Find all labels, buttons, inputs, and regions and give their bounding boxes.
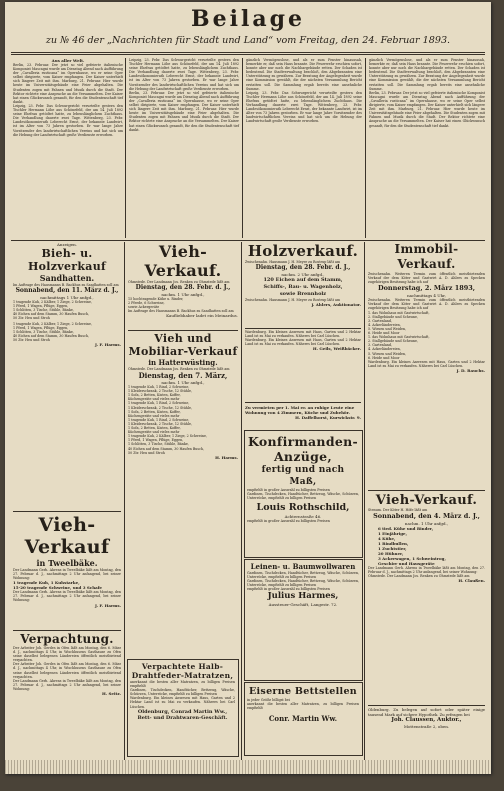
ad-items: 1. das Wohnhaus mit Gastwirtschaft, 2. Stallgebäude und Scheune, 3. Gartenland, 4. Ackerländereien, 5. Wiesen und Weiden, 6. Heide und Moor bbox=[368, 310, 430, 336]
ad-text: Zwischenahn. Weiteren Termin zum öffentlich meistbietenden Verkauf der dem Köter und Gastwirt A. D. Ahlers zu Specken zugehörigen Besitzung habe ich auf bbox=[368, 272, 485, 285]
ad-text: Ohmstede. Der Landmann Jos. Renken zu Ohmstede läßt am bbox=[128, 280, 230, 284]
ad-verpachtung bbox=[13, 632, 121, 697]
ad-time: nachm. 2 Uhr anfgd., bbox=[281, 272, 325, 278]
ad-date: Donnerstag, 2. März 1893, bbox=[377, 284, 476, 293]
ad-signature: H. Harms. bbox=[215, 454, 238, 460]
masthead-title: Beilage bbox=[191, 6, 305, 32]
ad-signature: H. Claußen. bbox=[458, 578, 485, 584]
ad-text: Stenum. Der Köter H. Höfe läßt am bbox=[368, 508, 428, 512]
ad-name: Joh. Claussen, Auktor., bbox=[391, 717, 462, 724]
masthead-rule bbox=[11, 52, 485, 53]
ad-title: Vieh-Verkauf. bbox=[144, 242, 222, 280]
newspaper-page bbox=[5, 2, 491, 774]
ad-location: in Tweelbäke. bbox=[36, 558, 98, 568]
ad-konfirmanden bbox=[247, 434, 359, 523]
column-divider bbox=[124, 242, 125, 760]
ad-signature: H. Daffelhorst, Kurwickstr. 9. bbox=[295, 415, 361, 420]
ad-subtitle: fertig und nach Maß, bbox=[261, 465, 345, 487]
ad-wardenburg bbox=[245, 330, 361, 352]
ad-rule bbox=[245, 328, 361, 329]
ad-text: in jeder Größe billigst bei bbox=[247, 698, 290, 702]
ad-signature: H. Seitz. bbox=[101, 691, 121, 697]
ad-vieh-ohmstede bbox=[128, 242, 238, 319]
news-heading: Aus aller Welt. bbox=[51, 58, 85, 63]
ad-title: Vieh-Verkauf bbox=[24, 514, 110, 558]
ad-items-cont: 1 tragende Kuh, 1 Rind, 2 Schweine, 1 Kleiderschrank, 2 Tische, 12 Stühle, 1 Sofa, 2 Betten, Kisten, Koffer, Küchengeräte und vieles mehr bbox=[128, 401, 192, 418]
ads-column-1 bbox=[13, 242, 121, 348]
ad-name: Julius Harmes, bbox=[267, 591, 339, 602]
ad-title: Konfirmanden-Anzüge, bbox=[247, 434, 358, 464]
ad-time: nachm. 1 Uhr anfgd., bbox=[161, 292, 205, 298]
news-text-cont: Leipzig, 23. Febr. Das Schwurgericht verurteilte gestern den Tischler Hermann Löbe aus Schönefeld, der am 14. Juli 1892 seine Ehefrau getödtet hatte, zu lebenslänglichem Zuchthaus. Die Verhandlung dauerte zwei Tage. Wittenberg, 23. Febr. Landesökonomierath Leberecht Ernst, der bekannte Landwirt, ist im Alter von 73 Jahren gestorben. Er war lange Jahre Vorsitzender des landwirtschaftlichen Vereins und hat sich um die Hebung der Landwirtschaft große Verdienste erworben. bbox=[13, 103, 123, 137]
ad-text-cont: Zwischenahn. Weiteren Termin zum öffentlich meistbietenden Verkauf der dem Köter und Gastwirt A. D. Ahlers zu Specken zugehörigen Besitzung habe ich auf bbox=[368, 298, 485, 311]
ad-signature: J. Ahlers, Auktionator. bbox=[311, 302, 361, 308]
ads-heading: Anzeigen. bbox=[57, 242, 77, 247]
ad-items-cont: 1. das Wohnhaus mit Gastwirtschaft, 2. Stallgebäude und Scheune, 3. Gartenland, 4. Ackerländereien, 5. Wiesen und Weiden, 6. Heide und Moor bbox=[368, 335, 430, 360]
ad-bettstellen bbox=[247, 686, 359, 724]
ad-items: 6 tied. Kühe und Rinder, 1 Einjährige, 4 Kühe, 1 Rindbullen, 1 Zuchtstier, 20 Hühner, 3 Ackerwagen, 1 Schweintrog, Geschirr und Hausgeräte bbox=[378, 526, 446, 567]
ad-zu-vermieten bbox=[245, 405, 361, 421]
ad-items-cont: 1 tragende Kuh, 2 Kälber, 1 Ziege, 2 Schweine, 1 Pferd, 1 Wagen, Pflüge, Eggen, 1 Schlitten, 3 Tische, Stühle, Bänke, 40 Eichen auf dem Stamm, 30 Haufen Busch, 50 Ztr. Heu und Stroh bbox=[13, 321, 92, 342]
ad-rule bbox=[245, 402, 361, 403]
ad-rule bbox=[128, 330, 238, 331]
column-divider bbox=[241, 242, 242, 760]
news-text: Leipzig, 23. Febr. Das Schwurgericht verurteilte gestern den Tischler Hermann Löbe aus Schönefeld, der am 14. Juli 1892 seine Ehefrau getödtet hatte, zu lebenslänglichem Zuchthaus. Die Verhandlung dauerte zwei Tage. Wittenberg, 23. Febr. Landesökonomierath Leberecht Ernst, der bekannte Landwirt, ist im Alter von 73 Jahren gestorben. Er war lange Jahre Vorsitzender des landwirtschaftlichen Vereins und hat sich um die Hebung der Landwirtschaft große Verdienste erworben. bbox=[129, 58, 239, 91]
news-text-cont: Leipzig, 23. Febr. Das Schwurgericht verurteilte gestern den Tischler Hermann Löbe aus Schönefeld, der am 14. Juli 1892 seine Ehefrau getödtet hatte, zu lebenslänglichem Zuchthaus. Die Verhandlung dauerte zwei Tage. Wittenberg, 23. Febr. Landesökonomierath Leberecht Ernst, der bekannte Landwirt, ist im Alter von 73 Jahren gestorben. Er war lange Jahre Vorsitzender des landwirtschaftlichen Vereins und hat sich um die Hebung der Landwirtschaft große Verdienste erworben. bbox=[246, 90, 362, 124]
column-divider bbox=[365, 58, 366, 238]
ad-text: Der Arbeiter Joh. Gerdes in Ofen läßt am Montag, den 6. März d. J., nachmittags 4 Uhr, in Wischhusens Gasthause zu Ofen seine daselbst belegenen Ländereien öffentlich meistbietend verpachten. bbox=[13, 646, 121, 663]
ad-vieh-tweelbaeke bbox=[13, 514, 121, 609]
ad-signature: J. F. Harms. bbox=[95, 342, 121, 348]
ad-text-cont: Der Landmann Gerh. Ahrens in Tweelbäke läßt am Montag, den 27. Februar d. J., nachmittags 2 Uhr anfangend, bei seiner Wohnung: bbox=[13, 678, 121, 691]
news-text-cont: Berlin, 23. Februar. Der jetzt so viel gefeierte italienische Komponist Mascagni wurde am Dienstag Abend nach Aufführung der „Cavalleria rusticana“ im Opernhause, wo er seine Oper selbst dirigierte, vom Kaiser empfangen. Der Kaiser unterhielt sich längere Zeit mit ihm. Marburg, 21. Februar. Hier wurde heute im Universitätsgebäude eine Feier abgehalten. Die Studenten zogen mit Fahnen und Musik durch die Stadt. Der Rektor richtete eine Ansprache an die Versammelten. Der Kaiser hat einen Glückwunsch gesandt, für den die Studentenschaft tief dankt. bbox=[129, 90, 239, 132]
ad-signature: Oldenburg, Conrad Martin Ww., Bett- und Drahtwaren-Geschäft. bbox=[137, 708, 228, 722]
ad-signature: Kaufliebhaber ladet ein Meinardus. bbox=[166, 313, 238, 319]
ad-text-cont: Gardinen, Tischdecken, Handtücher, Bettzeug, Wäsche, Schürzen, Unterröcke, empfiehlt zu billigen Preisen bbox=[247, 492, 359, 501]
ad-items: 120 Eichen auf dem Stamm, Schiffs-, Bau- u. Wagenholz, sowie Brennholz bbox=[263, 277, 343, 298]
ad-text: Zwischenahn. Hausmann J. H. Meyer zu Rostrup läßt am bbox=[245, 260, 341, 264]
news-column-4 bbox=[369, 58, 485, 128]
ad-address: Aussteuer-Geschäft, Langestr. 72. bbox=[268, 602, 338, 608]
ad-title: Holzverkauf. bbox=[247, 242, 359, 260]
ad-vieh-stenum bbox=[368, 493, 485, 584]
ad-time: nachm. 1 Uhr anfgd., bbox=[161, 380, 205, 386]
ad-text: Ohmstede. Der Landmann Jos. Renken zu Ohmstede läßt am bbox=[128, 367, 230, 371]
news-text: gänzlich Vermögenslose, und als er zum Fenster hinaussah, bemerkte er, daß sein Haus brannte. Die Feuerwehr erschien sofort, konnte aber nur noch die Nachbargebäude retten. Der Schaden ist bedeutend. Die Stadtverwaltung beschloß, den Abgebrannten eine Unterstützung zu gewähren. Zur Beratung der Angelegenheit wurde eine Kommission gewählt, die der nächsten Versammlung Bericht erstatten soll. Die Sammlung ergab bereits eine ansehnliche Summe. bbox=[246, 58, 362, 91]
ad-text-cont: anerkannt die besten aller Matratzen, zu billigen Preisen empfiehlt bbox=[247, 702, 359, 711]
ad-rule bbox=[368, 490, 485, 491]
ad-text-cont: Im Auftrage des Hausmanns B. Backhus zu Sandhatten soll am bbox=[128, 309, 234, 314]
ad-items: 15 hochtragende Kühe u. Rinder, 2 Pferde, 6 Schweine, sowie Ackergeräte bbox=[128, 297, 184, 310]
ad-text-cont: Der Landmann Gerh. Ahrens in Tweelbäke läßt am Montag, den 27. Februar d. J., nachmittags 2 Uhr anfangend, bei seiner Wohnung: bbox=[368, 566, 485, 575]
ad-items-cont: 1 tragende Kuh, 1 Rind, 2 Schweine, 1 Kleiderschrank, 2 Tische, 12 Stühle, 1 Sofa, 2 Betten, Kisten, Koffer, Küchengeräte und vieles mehr bbox=[128, 417, 192, 435]
ad-title: Verpachtung. bbox=[20, 632, 114, 646]
ad-text-cont: Gardinen, Tischdecken, Handtücher, Bettzeug, Wäsche, Schürzen, Unterröcke, empfiehlt zu billigen Preisen bbox=[247, 579, 359, 588]
ad-signature: H. Geils, Weißbäcker. bbox=[312, 346, 361, 352]
ad-rule bbox=[13, 511, 121, 512]
ad-title: Eiserne Bettstellen bbox=[248, 686, 357, 697]
ad-items: 1 tragende Kuh, 2 Kälber, 1 Ziege, 2 Schweine, 1 Pferd, 1 Wagen, Pflüge, Eggen, 1 Schlitten, 3 Tische, Stühle, Bänke, 40 Eichen auf dem Stamm, 30 Haufen Busch, 50 Ztr. Heu und Stroh bbox=[13, 300, 92, 321]
masthead-subtitle: zu № 46 der „Nachrichten für Stadt und Land“ vom Freitag, den 24. Februar 1893. bbox=[45, 35, 451, 46]
ad-date: Dienstag, den 28. Febr. d. J., bbox=[255, 264, 351, 272]
news-text: Berlin, 23. Februar. Der jetzt so viel gefeierte italienische Komponist Mascagni wurde am Dienstag Abend nach Aufführung der „Cavalleria rusticana“ im Opernhause, wo er seine Oper selbst dirigierte, vom Kaiser empfangen. Der Kaiser unterhielt sich längere Zeit mit ihm. Marburg, 21. Februar. Hier wurde heute im Universitätsgebäude eine Feier abgehalten. Die Studenten zogen mit Fahnen und Musik durch die Stadt. Der Rektor richtete eine Ansprache an die Versammelten. Der Kaiser hat einen Glückwunsch gesandt, für den die Studentenschaft tief dankt. bbox=[13, 63, 123, 104]
ad-text: Gardinen, Tischdecken, Handtücher, Bettzeug, Wäsche, Schürzen, Unterröcke, empfiehlt zu billigen Preisen bbox=[247, 571, 359, 580]
ad-items: 1 tragende Kuh, 1 Rind, 2 Schweine, 1 Kleiderschrank, 2 Tische, 12 Stühle, 1 Sofa, 2 Betten, Kisten, Koffer, Küchengeräte und vieles mehr bbox=[128, 385, 192, 402]
ad-signature: Conr. Martin Ww. bbox=[268, 714, 338, 724]
ad-text: Oldenburg. Zu belegen auf sofort oder später einige tausend Mark auf sichere Hypothek. Zu erfragen bei bbox=[368, 707, 485, 717]
news-column-2 bbox=[129, 58, 239, 132]
ad-date: Sonnabend, den 4. März d. J., bbox=[373, 512, 480, 521]
ad-title: Vieh-Verkauf. bbox=[375, 493, 478, 508]
ad-rule bbox=[13, 630, 121, 631]
ad-mobiliar-verkauf bbox=[128, 332, 238, 461]
column-divider bbox=[242, 58, 243, 238]
ad-title: Verpachtete Halb-Drahtfeder-Matratzen, bbox=[131, 662, 234, 680]
ad-text-cont: Der Arbeiter Joh. Gerdes in Ofen läßt am Montag, den 6. März d. J., nachmittags 4 Uhr, in Wischhusens Gasthause zu Ofen seine daselbst belegenen Ländereien öffentlich meistbietend verpachten. bbox=[13, 662, 121, 679]
ad-hypothek bbox=[368, 708, 485, 729]
news-text-cont: Berlin, 23. Februar. Der jetzt so viel gefeierte italienische Komponist Mascagni wurde am Dienstag Abend nach Aufführung der „Cavalleria rusticana“ im Opernhause, wo er seine Oper selbst dirigierte, vom Kaiser empfangen. Der Kaiser unterhielt sich längere Zeit mit ihm. Marburg, 21. Februar. Hier wurde heute im Universitätsgebäude eine Feier abgehalten. Die Studenten zogen mit Fahnen und Musik durch die Stadt. Der Rektor richtete eine Ansprache an die Versammelten. Der Kaiser hat einen Glückwunsch gesandt, für den die Studentenschaft tief dankt. bbox=[369, 90, 485, 128]
ad-text-cont: Ohmstede. Der Landmann Jos. Renken zu Ohmstede läßt am bbox=[368, 574, 470, 579]
ad-title: Vieh und Mobiliar-Verkauf bbox=[128, 332, 238, 358]
ad-text-cont: Wardenburg. Ein kleines Anwesen mit Haus, Garten und 2 Hektar Land ist zu Mai zu verkaufen. Näheres bei Carl Lüschen. bbox=[368, 359, 485, 368]
ad-text-cont: Zwischenahn. Hausmann J. H. Meyer zu Rostrup läßt am bbox=[245, 298, 341, 303]
ad-text: Wardenburg. Ein kleines Anwesen mit Haus, Garten und 2 Hektar Land ist zu Mai zu verkaufen. Näheres bei Carl Lüschen. bbox=[245, 330, 361, 339]
ad-title: Leinen- u. Baumwollwaren bbox=[250, 562, 356, 571]
ad-signature: J. F. Harms. bbox=[95, 602, 121, 608]
ad-text-cont: Der Landmann Gerh. Ahrens in Tweelbäke läßt am Montag, den 27. Februar d. J., nachmittags 2 Uhr anfangend, bei seiner Wohnung: bbox=[13, 590, 121, 603]
ad-text: Zu vermieten per 1. Mai er. an ruhige Leute eine Wohnung von 4 Zimmern, Küche und Zubehör. bbox=[245, 405, 355, 415]
ad-text-cont: Gardinen, Tischdecken, Handtücher, Bettzeug, Wäsche, Schürzen, Unterröcke, empfiehlt zu billigen Preisen bbox=[130, 688, 235, 697]
ad-signature: J. D. Rauchs. bbox=[456, 367, 485, 373]
ad-date: Dienstag, den 7. März, bbox=[138, 371, 228, 381]
ad-items-cont: 1 tragende Kuh, 2 Kälber, 1 Ziege, 2 Schweine, 1 Pferd, 1 Wagen, Pflüge, Eggen, 1 Schlitten, 3 Tische, Stühle, Bänke, 40 Eichen auf dem Stamm, 30 Haufen Busch, 50 Ztr. Heu und Stroh bbox=[128, 434, 207, 455]
ad-text-cont: empfiehlt in großer Auswahl zu billigsten Preisen bbox=[247, 587, 330, 592]
ad-title: Bieh- u. Holzverkauf bbox=[27, 247, 107, 273]
ad-location: Sandhatten. bbox=[39, 273, 95, 283]
ad-title: Immobil-Verkauf. bbox=[394, 242, 459, 271]
paper-edge-stripe bbox=[5, 760, 491, 774]
ad-text: empfiehlt in großer Auswahl zu billigsten Preisen bbox=[247, 488, 330, 492]
ad-holzverkauf bbox=[245, 242, 361, 308]
news-column-3 bbox=[246, 58, 362, 124]
ad-leinen bbox=[247, 562, 359, 607]
ad-location: in Hatterwüsting. bbox=[148, 358, 218, 367]
news-column-1 bbox=[13, 58, 123, 137]
ad-time: nachmittags 4 Uhr, bbox=[407, 293, 446, 299]
ad-text: Der Landmann Gerh. Ahrens in Tweelbäke läßt am Montag, den 27. Februar d. J., nachmittags 2 Uhr anfangend, bei seiner Wohnung: bbox=[13, 568, 121, 581]
ad-address: Achternstraße 46. bbox=[284, 514, 322, 520]
ad-text: anerkannt die besten aller Matratzen, zu billigen Preisen empfiehlt bbox=[130, 680, 235, 689]
ad-time: nachm. 1 Uhr anfgd., bbox=[404, 521, 449, 527]
ad-time: nachmittags 1 Uhr anfgd., bbox=[40, 295, 94, 301]
ad-items: 1 tragende Kuh, 1 Kuhstarke, 15-20 tragende Schweine, und 3 Schafe bbox=[13, 580, 102, 591]
ad-date: Dienstag, den 28. Febr. d. J., bbox=[135, 284, 231, 292]
ad-matratzen bbox=[130, 662, 235, 722]
ad-text-cont: Wardenburg. Ein kleines Anwesen mit Haus, Garten und 2 Hektar Land ist zu Mai zu verkaufen. Näheres bei Carl Lüschen. bbox=[245, 338, 361, 347]
ad-text-cont: empfiehlt in großer Auswahl zu billigsten Preisen bbox=[247, 519, 330, 524]
ad-date: Sonnabend, den 11. März d. J., bbox=[15, 287, 119, 295]
column-divider bbox=[364, 242, 365, 760]
ad-rule bbox=[368, 705, 485, 706]
section-rule bbox=[11, 240, 485, 241]
ad-text: Im Auftrage des Hausmanns B. Backhus zu Sandhatten soll am bbox=[13, 283, 119, 287]
news-text: gänzlich Vermögenslose, und als er zum Fenster hinaussah, bemerkte er, daß sein Haus brannte. Die Feuerwehr erschien sofort, konnte aber nur noch die Nachbargebäude retten. Der Schaden ist bedeutend. Die Stadtverwaltung beschloß, den Abgebrannten eine Unterstützung zu gewähren. Zur Beratung der Angelegenheit wurde eine Kommission gewählt, die der nächsten Versammlung Bericht erstatten soll. Die Sammlung ergab bereits eine ansehnliche Summe. bbox=[369, 58, 485, 91]
ad-text-cont: Wardenburg. Ein kleines Anwesen mit Haus, Garten und 2 Hektar Land ist zu Mai zu verkaufen. Näheres bei Carl Lüschen. bbox=[130, 696, 235, 709]
ad-immobil-verkauf bbox=[368, 242, 485, 374]
ad-address: Mottenstraße 2, oben. bbox=[403, 724, 450, 730]
column-divider bbox=[125, 58, 126, 238]
masthead-rule-2 bbox=[11, 54, 485, 55]
ad-name: Louis Rothschild, bbox=[256, 502, 350, 514]
